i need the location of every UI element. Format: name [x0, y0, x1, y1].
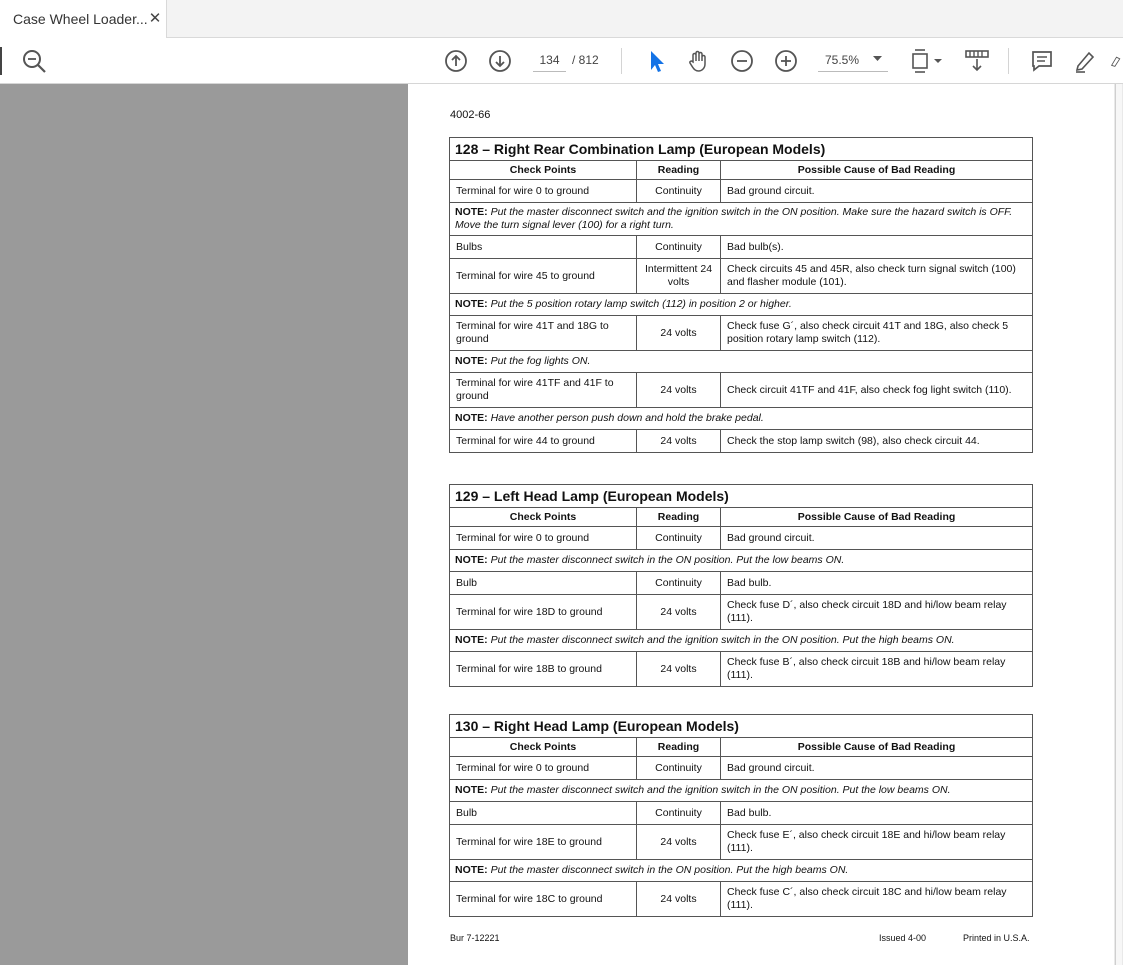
- check-point-cell: Terminal for wire 18D to ground: [450, 595, 637, 630]
- next-page-button[interactable]: [485, 46, 515, 76]
- note-row: [450, 860, 1033, 882]
- column-header-cause: Possible Cause of Bad Reading: [721, 738, 1033, 757]
- hand-tool-button[interactable]: [683, 46, 713, 76]
- section-130: [449, 714, 1032, 917]
- reading-cell: 24 volts: [637, 882, 721, 917]
- document-number: 4002-66: [450, 109, 491, 121]
- scroll-mode-button[interactable]: [962, 46, 992, 76]
- check-point-cell: Bulbs: [450, 236, 637, 259]
- check-point-cell: Terminal for wire 18B to ground: [450, 652, 637, 687]
- cause-cell: Bad ground circuit.: [721, 527, 1033, 550]
- table-row: [450, 595, 1033, 630]
- eraser-icon: [1110, 49, 1123, 73]
- chevron-down-icon: [873, 56, 882, 62]
- reading-cell: Intermittent 24 volts: [637, 259, 721, 294]
- note-label: NOTE:: [455, 206, 488, 218]
- check-point-cell: Bulb: [450, 802, 637, 825]
- cause-cell: Bad ground circuit.: [721, 757, 1033, 780]
- page-total: / 812: [572, 53, 599, 67]
- hand-icon: [686, 49, 710, 73]
- check-point-cell: Terminal for wire 18E to ground: [450, 825, 637, 860]
- table-row: [450, 430, 1033, 453]
- tab-bar: [0, 0, 1123, 38]
- note-text: Put the master disconnect switch and the ignition switch in the ON position. Put the high beams ON.: [490, 634, 955, 646]
- page-fit-button[interactable]: [906, 46, 946, 76]
- fit-page-icon: [909, 48, 943, 74]
- note-row: [450, 408, 1033, 430]
- section-title: 130 – Right Head Lamp (European Models): [450, 715, 1033, 738]
- pdf-page: [408, 84, 1114, 965]
- more-tools-button[interactable]: [1110, 46, 1123, 76]
- footer-printed: Printed in U.S.A.: [963, 933, 1030, 943]
- plus-circle-icon: [774, 49, 798, 73]
- document-tab[interactable]: [0, 0, 167, 38]
- table-row: [450, 802, 1033, 825]
- zoom-value: 75.5%: [825, 53, 860, 67]
- cause-cell: Check fuse C´, also check circuit 18C and hi/low beam relay (111).: [721, 882, 1033, 917]
- toolbar-divider: [621, 48, 622, 74]
- reading-cell: 24 volts: [637, 652, 721, 687]
- reading-cell: Continuity: [637, 180, 721, 203]
- column-header-reading: Reading: [637, 738, 721, 757]
- table-row: [450, 236, 1033, 259]
- arrow-up-circle-icon: [444, 49, 468, 73]
- note-label: NOTE:: [455, 784, 488, 796]
- table-row: [450, 882, 1033, 917]
- note-label: NOTE:: [455, 864, 488, 876]
- column-header-cause: Possible Cause of Bad Reading: [721, 161, 1033, 180]
- note-row: [450, 630, 1033, 652]
- note-row: [450, 550, 1033, 572]
- check-point-cell: Terminal for wire 0 to ground: [450, 757, 637, 780]
- cause-cell: Check fuse B´, also check circuit 18B and hi/low beam relay (111).: [721, 652, 1033, 687]
- table-row: [450, 259, 1033, 294]
- section-title: 128 – Right Rear Combination Lamp (European Models): [450, 138, 1033, 161]
- reading-cell: 24 volts: [637, 430, 721, 453]
- table-row: [450, 373, 1033, 408]
- note-row: [450, 351, 1033, 373]
- test-table: [449, 484, 1033, 687]
- minus-circle-icon: [730, 49, 754, 73]
- check-point-cell: Terminal for wire 45 to ground: [450, 259, 637, 294]
- reading-cell: 24 volts: [637, 373, 721, 408]
- check-point-cell: Bulb: [450, 572, 637, 595]
- comment-icon: [1030, 49, 1054, 73]
- cause-cell: Bad bulb.: [721, 572, 1033, 595]
- cause-cell: Check the stop lamp switch (98), also check circuit 44.: [721, 430, 1033, 453]
- reading-cell: Continuity: [637, 757, 721, 780]
- reading-cell: 24 volts: [637, 595, 721, 630]
- check-point-cell: Terminal for wire 41T and 18G to ground: [450, 316, 637, 351]
- section-129: [449, 484, 1032, 687]
- footer-issued: Issued 4-00: [879, 933, 927, 943]
- check-point-cell: Terminal for wire 44 to ground: [450, 430, 637, 453]
- note-text: Put the master disconnect switch and the ignition switch in the ON position. Put the low beams ON.: [490, 784, 951, 796]
- note-label: NOTE:: [455, 298, 488, 310]
- reading-cell: Continuity: [637, 236, 721, 259]
- vertical-scrollbar[interactable]: [1114, 84, 1123, 965]
- download-tray-icon: [964, 48, 990, 74]
- note-row: [450, 780, 1033, 802]
- note-text: Put the fog lights ON.: [490, 355, 591, 367]
- note-text: Have another person push down and hold the brake pedal.: [490, 412, 764, 424]
- cause-cell: Check fuse G´, also check circuit 41T and 18G, also check 5 position rotary lamp switch (112).: [721, 316, 1033, 351]
- document-viewer[interactable]: [0, 84, 1123, 965]
- note-label: NOTE:: [455, 355, 488, 367]
- toolbar: [0, 38, 1123, 84]
- reading-cell: 24 volts: [637, 316, 721, 351]
- zoom-out-button[interactable]: [727, 46, 757, 76]
- scrollbar-thumb[interactable]: [1115, 84, 1122, 965]
- note-label: NOTE:: [455, 634, 488, 646]
- cause-cell: Check fuse D´, also check circuit 18D and hi/low beam relay (111).: [721, 595, 1033, 630]
- pen-icon: [1073, 49, 1097, 73]
- check-point-cell: Terminal for wire 0 to ground: [450, 527, 637, 550]
- note-text: Put the master disconnect switch and the ignition switch in the ON position. Make sure the hazard switch is OFF. Move the turn signal lever (100) for a right turn.: [455, 206, 1013, 231]
- note-text: Put the master disconnect switch in the ON position. Put the low beams ON.: [490, 554, 845, 566]
- cause-cell: Check circuit 41TF and 41F, also check fog light switch (110).: [721, 373, 1033, 408]
- table-row: [450, 527, 1033, 550]
- note-label: NOTE:: [455, 554, 488, 566]
- cause-cell: Bad bulb(s).: [721, 236, 1033, 259]
- column-header-cause: Possible Cause of Bad Reading: [721, 508, 1033, 527]
- panel-edge: [0, 47, 2, 75]
- check-point-cell: Terminal for wire 0 to ground: [450, 180, 637, 203]
- zoom-select[interactable]: [818, 48, 888, 72]
- note-row: [450, 203, 1033, 236]
- cause-cell: Bad bulb.: [721, 802, 1033, 825]
- select-tool-button[interactable]: [640, 46, 670, 76]
- test-table: [449, 137, 1033, 453]
- section-title: 129 – Left Head Lamp (European Models): [450, 485, 1033, 508]
- search-icon: [21, 48, 47, 74]
- find-button[interactable]: [19, 46, 49, 76]
- arrow-down-circle-icon: [488, 49, 512, 73]
- check-point-cell: Terminal for wire 41TF and 41F to ground: [450, 373, 637, 408]
- previous-page-button[interactable]: [441, 46, 471, 76]
- note-text: Put the master disconnect switch in the ON position. Put the high beams ON.: [490, 864, 849, 876]
- cause-cell: Bad ground circuit.: [721, 180, 1033, 203]
- close-tab-icon[interactable]: ✕: [148, 10, 162, 27]
- table-row: [450, 757, 1033, 780]
- toolbar-divider: [1008, 48, 1009, 74]
- check-point-cell: Terminal for wire 18C to ground: [450, 882, 637, 917]
- highlight-button[interactable]: [1070, 46, 1100, 76]
- test-table: [449, 714, 1033, 917]
- note-label: NOTE:: [455, 412, 488, 424]
- table-row: [450, 180, 1033, 203]
- page-number-input[interactable]: [533, 48, 566, 72]
- column-header-check-points: Check Points: [450, 508, 637, 527]
- cause-cell: Check circuits 45 and 45R, also check turn signal switch (100) and flasher module (101).: [721, 259, 1033, 294]
- table-row: [450, 316, 1033, 351]
- tab-title: Case Wheel Loader...: [13, 11, 148, 27]
- column-header-check-points: Check Points: [450, 738, 637, 757]
- reading-cell: 24 volts: [637, 825, 721, 860]
- reading-cell: Continuity: [637, 572, 721, 595]
- note-row: [450, 294, 1033, 316]
- section-128: [449, 137, 1032, 453]
- zoom-in-button[interactable]: [771, 46, 801, 76]
- table-row: [450, 825, 1033, 860]
- note-text: Put the 5 position rotary lamp switch (112) in position 2 or higher.: [490, 298, 792, 310]
- table-row: [450, 572, 1033, 595]
- cause-cell: Check fuse E´, also check circuit 18E and hi/low beam relay (111).: [721, 825, 1033, 860]
- comment-button[interactable]: [1027, 46, 1057, 76]
- column-header-reading: Reading: [637, 161, 721, 180]
- column-header-check-points: Check Points: [450, 161, 637, 180]
- footer-doc-id: Bur 7-12221: [450, 933, 500, 943]
- column-header-reading: Reading: [637, 508, 721, 527]
- reading-cell: Continuity: [637, 802, 721, 825]
- reading-cell: Continuity: [637, 527, 721, 550]
- table-row: [450, 652, 1033, 687]
- cursor-arrow-icon: [643, 49, 667, 73]
